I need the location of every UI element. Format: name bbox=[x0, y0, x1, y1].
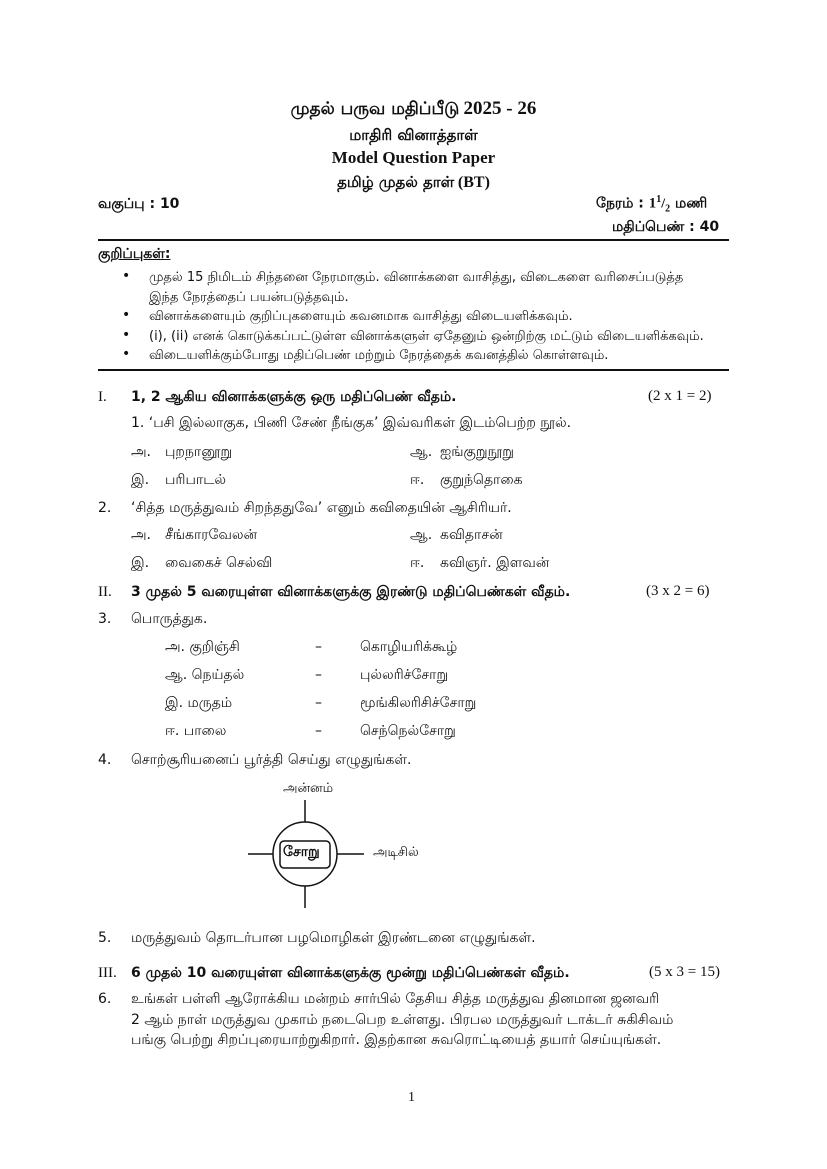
option-label: ஆ. bbox=[410, 444, 433, 460]
option-label: ஈ. bbox=[410, 472, 425, 488]
divider bbox=[98, 369, 729, 371]
option-label: இ. bbox=[131, 472, 150, 488]
question-1-text: 1. ‘பசி இல்லாகுக, பிணி சேண் நீங்குக’ இவ்வரிகள் இடம்பெற்ற நூல். bbox=[131, 415, 572, 431]
section-title: 3 முதல் 5 வரையுள்ள வினாக்களுக்கு இரண்டு மதிப்பெண்கள் வீதம். bbox=[131, 584, 571, 600]
match-right: செந்நெல்சோறு bbox=[360, 723, 456, 739]
question-3-text: பொருத்துக. bbox=[131, 611, 208, 627]
option-text: கவிதாசன் bbox=[440, 527, 503, 543]
question-number: 4. bbox=[98, 752, 112, 768]
option-text: சீங்காரவேலன் bbox=[165, 527, 258, 543]
section-number: III. bbox=[98, 965, 117, 981]
sun-top-word: அன்னம் bbox=[283, 781, 334, 796]
option-text: புறநானூறு bbox=[165, 444, 233, 460]
bullet-icon: • bbox=[122, 268, 131, 284]
option-label: ஆ. bbox=[410, 527, 433, 543]
note-item: விடையளிக்கும்போது மதிப்பெண் மற்றும் நேரத்தைக் கவனத்தில் கொள்ளவும். bbox=[149, 348, 609, 363]
bullet-icon: • bbox=[122, 346, 131, 362]
note-item: (i), (ii) எனக் கொடுக்கப்பட்டுள்ள வினாக்களுள் ஏதேனும் ஒன்றிற்கு மட்டும் விடையளிக்கவும். bbox=[149, 329, 704, 344]
match-right: புல்லரிச்சோறு bbox=[360, 667, 449, 683]
question-number: 5. bbox=[98, 930, 112, 946]
word-sun-diagram bbox=[240, 775, 460, 915]
sun-right-word: அடிசில் bbox=[373, 845, 419, 860]
question-number: 6. bbox=[98, 991, 112, 1007]
question-number: 2. bbox=[98, 500, 112, 516]
question-6-line: பங்கு பெற்று சிறப்புரையாற்றுகிறார். இதற்கான சுவரொட்டியைத் தயார் செய்யுங்கள். bbox=[131, 1032, 662, 1048]
divider bbox=[98, 239, 729, 241]
class-label: வகுப்பு : 10 bbox=[98, 196, 180, 212]
match-left: ஈ. பாலை bbox=[165, 723, 227, 739]
match-dash: – bbox=[315, 639, 322, 655]
option-text: கவிஞர். இளவன் bbox=[440, 555, 550, 571]
paper-name: தமிழ் முதல் தாள் (BT) bbox=[337, 173, 490, 191]
match-dash: – bbox=[315, 667, 322, 683]
question-6-line: 2 ஆம் நாள் மருத்துவ முகாம் நடைபெற உள்ளது. பிரபல மருத்துவர் டாக்டர் சுகிசிவம் bbox=[131, 1012, 674, 1028]
option-label: அ. bbox=[131, 527, 152, 543]
option-label: அ. bbox=[131, 444, 152, 460]
section-number: II. bbox=[98, 584, 112, 600]
option-label: ஈ. bbox=[410, 555, 425, 571]
question-number: 3. bbox=[98, 611, 112, 627]
time-label: நேரம் : $1^1/_2$ மணி bbox=[596, 194, 708, 215]
sun-center-word: சோறு bbox=[283, 844, 320, 860]
note-item-continued: இந்த நேரத்தைப் பயன்படுத்தவும். bbox=[149, 290, 349, 305]
paper-subtitle-english: Model Question Paper bbox=[331, 148, 496, 167]
marks-label: மதிப்பெண் : 40 bbox=[612, 219, 720, 235]
bullet-icon: • bbox=[122, 307, 131, 323]
question-6-line: உங்கள் பள்ளி ஆரோக்கிய மன்றம் சார்பில் தேசிய சித்த மருத்துவ தினமான ஜனவரி bbox=[131, 991, 660, 1007]
page-number: 1 bbox=[408, 1090, 415, 1105]
question-4-text: சொற்சூரியனைப் பூர்த்தி செய்து எழுதுங்கள். bbox=[131, 752, 412, 768]
option-text: பரிபாடல் bbox=[165, 472, 226, 488]
section-number: I. bbox=[98, 389, 107, 405]
note-item: முதல் 15 நிமிடம் சிந்தனை நேரமாகும். வினாக்களை வாசித்து, விடைகளை வரிசைப்படுத்த bbox=[149, 270, 684, 285]
section-marks: (2 x 1 = 2) bbox=[648, 388, 712, 404]
match-dash: – bbox=[315, 695, 322, 711]
section-marks: (3 x 2 = 6) bbox=[646, 583, 710, 599]
match-left: ஆ. நெய்தல் bbox=[165, 667, 245, 683]
section-marks: (5 x 3 = 15) bbox=[649, 964, 720, 980]
note-item: வினாக்களையும் குறிப்புகளையும் கவனமாக வாசித்து விடையளிக்கவும். bbox=[149, 309, 573, 324]
paper-title: முதல் பருவ மதிப்பீடு 2025 - 26 bbox=[290, 98, 537, 119]
question-5-text: மருத்துவம் தொடர்பான பழமொழிகள் இரண்டனை எழுதுங்கள். bbox=[131, 930, 536, 946]
match-right: மூங்கிலரிசிச்சோறு bbox=[360, 695, 477, 711]
section-title: 6 முதல் 10 வரையுள்ள வினாக்களுக்கு மூன்று மதிப்பெண்கள் வீதம். bbox=[131, 965, 570, 981]
notes-heading: குறிப்புகள்: bbox=[98, 246, 171, 262]
question-2-text: ‘சித்த மருத்துவம் சிறந்ததுவே’ எனும் கவிதையின் ஆசிரியர். bbox=[131, 500, 512, 516]
option-label: இ. bbox=[131, 555, 150, 571]
option-text: ஐங்குறுநூறு bbox=[440, 444, 514, 460]
bullet-icon: • bbox=[122, 327, 131, 343]
match-left: இ. மருதம் bbox=[165, 695, 233, 711]
option-text: குறுந்தொகை bbox=[440, 472, 523, 488]
paper-subtitle-tamil: மாதிரி வினாத்தாள் bbox=[349, 126, 478, 144]
section-title: 1, 2 ஆகிய வினாக்களுக்கு ஒரு மதிப்பெண் வீதம். bbox=[131, 389, 457, 405]
option-text: வைகைச் செல்வி bbox=[165, 555, 273, 571]
match-dash: – bbox=[315, 723, 322, 739]
match-left: அ. குறிஞ்சி bbox=[165, 639, 240, 655]
match-right: கொழியரிக்கூழ் bbox=[360, 639, 458, 655]
